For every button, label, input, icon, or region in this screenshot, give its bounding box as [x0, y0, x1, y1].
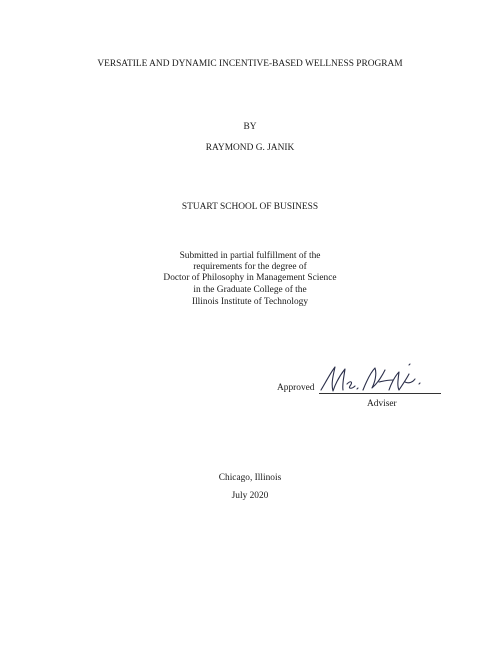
- submission-line-4: in the Graduate College of the: [193, 285, 307, 295]
- submission-line-3: Doctor of Philosophy in Management Science: [163, 273, 337, 283]
- author-name: RAYMOND G. JANIK: [205, 143, 295, 153]
- submission-line-1: Submitted in partial fulfillment of the: [179, 251, 321, 261]
- date: July 2020: [231, 491, 269, 501]
- approved-label: Approved: [277, 383, 315, 393]
- thesis-title: VERSATILE AND DYNAMIC INCENTIVE-BASED WELLNESS PROGRAM: [97, 59, 403, 69]
- by-label: BY: [243, 122, 257, 132]
- approval-block: [277, 362, 447, 410]
- location: Chicago, Illinois: [218, 473, 282, 483]
- adviser-label: Adviser: [367, 399, 397, 409]
- submission-line-2: requirements for the degree of: [193, 262, 307, 272]
- school-name: STUART SCHOOL OF BUSINESS: [181, 202, 319, 212]
- signature-line: [319, 393, 441, 394]
- submission-line-5: Illinois Institute of Technology: [191, 297, 309, 307]
